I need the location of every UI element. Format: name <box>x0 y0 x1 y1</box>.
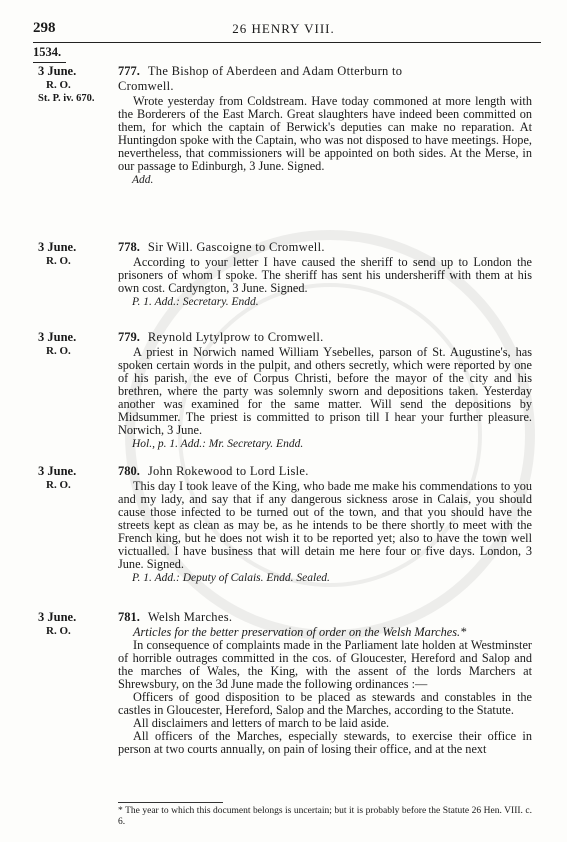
entry-source: R. O. <box>46 79 71 91</box>
entry-paragraph: All disclaimers and letters of march to be laid aside. <box>133 716 390 730</box>
entry-number: 780. <box>118 464 140 478</box>
entry-source: R. O. <box>46 255 71 267</box>
entry-body: Wrote yesterday from Coldstream. Have today commoned at more length with the Borderers of the East March. Great slaughters have indeed been committed on them, for which the captain of Berwick's deputies can make no reparation. At Huntingdon spoke with the Captain, who was not disposed to have meetings. Hope, nevertheless, that commissioners will be appointed on both sides. At the Merse, in our passage to Edinburgh, 3 June. Signed. <box>118 94 532 173</box>
entry-heading <box>118 240 532 255</box>
entry-date: 3 June. <box>38 330 77 344</box>
entry-content <box>118 240 532 309</box>
entry-body: According to your letter I have caused the sheriff to send up to London the prisoners of whom I spoke. The sheriff has sent his undersheriff with them at his own cost. Cardyngton, 3 June. Signed. <box>118 255 532 295</box>
year-label: 1534. <box>33 45 62 59</box>
entry-source: R. O. <box>46 625 71 637</box>
entry-endorsement: Hol., p. 1. Add.: Mr. Secretary. Endd. <box>132 438 304 450</box>
entry-margin <box>38 330 108 358</box>
entry-heading <box>118 464 532 479</box>
entry-endorsement: Add. <box>132 174 154 186</box>
entry-number: 779. <box>118 330 140 344</box>
entry-body: A priest in Norwich named William Ysebelles, parson of St. Augustine's, has spoken certain words in the pulpit, and others secretly, which were reported by one of his parish, the eve of Corpus Christi, before the mayor of the city and his brethren, where the party was solemnly sworn and depositions taken. Yesterday another was examined for the same matter. Will send the depositions by Midsummer. The priest is committed to prison till I hear your further pleasure. Norwich, 3 June. <box>118 345 532 437</box>
entry-number: 781. <box>118 610 140 624</box>
entry-date: 3 June. <box>38 240 77 254</box>
entry-margin <box>38 610 108 638</box>
entry-date: 3 June. <box>38 464 77 478</box>
entry-title: John Rokewood to Lord Lisle. <box>147 464 309 478</box>
entry-body: This day I took leave of the King, who bade me make his commendations to you and my lady, and say that if any dangerous sickness arose in Calais, you should cause those infected to be turned out of the town, and that you should have the streets kept as clean as may be, as he intends to be there shortly to meet with the French king, but he does not wish it to be reported yet; also to have the town well victualled. I have business that will detain me here four or five days. London, 3 June. Signed. <box>118 479 532 571</box>
entry-content <box>118 64 532 187</box>
entry-heading <box>118 64 532 94</box>
running-head: 26 HENRY VIII. <box>232 21 335 36</box>
entry-heading <box>118 330 532 345</box>
entry-content <box>118 330 532 451</box>
entry-margin <box>38 240 108 268</box>
footnote-rule <box>118 802 223 803</box>
entry-title: Sir Will. Gascoigne to Cromwell. <box>147 240 325 254</box>
entry-margin <box>38 64 108 105</box>
entry-source: R. O. <box>46 479 71 491</box>
entry-endorsement: P. 1. Add.: Secretary. Endd. <box>132 296 259 308</box>
entry-paragraph: All officers of the Marches, especially stewards, to exercise their office in person at two courts annually, on pain of losing their office, and at the next <box>118 729 532 756</box>
page-number: 298 <box>33 20 56 36</box>
footnote: * The year to which this document belongs is uncertain; but it is probably before the Statute 26 Hen. VIII. c. 6. <box>118 806 532 827</box>
entry-margin <box>38 464 108 492</box>
page-header <box>0 20 567 40</box>
entry-heading <box>118 610 532 625</box>
entry-title: Reynold Lytylprow to Cromwell. <box>147 330 324 344</box>
entry-paragraph: In consequence of complaints made in the Parliament late holden at Westminster of horrible outrages committed in the cos. of Gloucester, Hereford and Salop and the marches of Wales, the King, with the assent of the lords Marchers at Shrewsbury, on the 3d June made the following ordinances :— <box>118 638 532 691</box>
entry-date: 3 June. <box>38 610 77 624</box>
entry-endorsement: P. 1. Add.: Deputy of Calais. Endd. Sealed. <box>132 572 330 584</box>
entry-content <box>118 610 532 756</box>
entry-source-ref: St. P. iv. 670. <box>38 93 95 104</box>
entry-source: R. O. <box>46 345 71 357</box>
entry-date: 3 June. <box>38 64 77 78</box>
entry-title-cont: Cromwell. <box>118 79 174 93</box>
header-rule <box>33 42 541 43</box>
entry-subheading: Articles for the better preservation of order on the Welsh Marches.* <box>133 625 467 639</box>
year-rule <box>33 62 66 63</box>
entry-number: 778. <box>118 240 140 254</box>
entry-title: The Bishop of Aberdeen and Adam Otterburn to <box>147 64 403 78</box>
entry-number: 777. <box>118 64 140 78</box>
entry-paragraph: Officers of good disposition to be placed as stewards and constables in the castles in Gloucester, Hereford, Salop and the Marches, according to the Statute. <box>118 690 532 717</box>
entry-title: Welsh Marches. <box>147 610 233 624</box>
entry-content <box>118 464 532 585</box>
